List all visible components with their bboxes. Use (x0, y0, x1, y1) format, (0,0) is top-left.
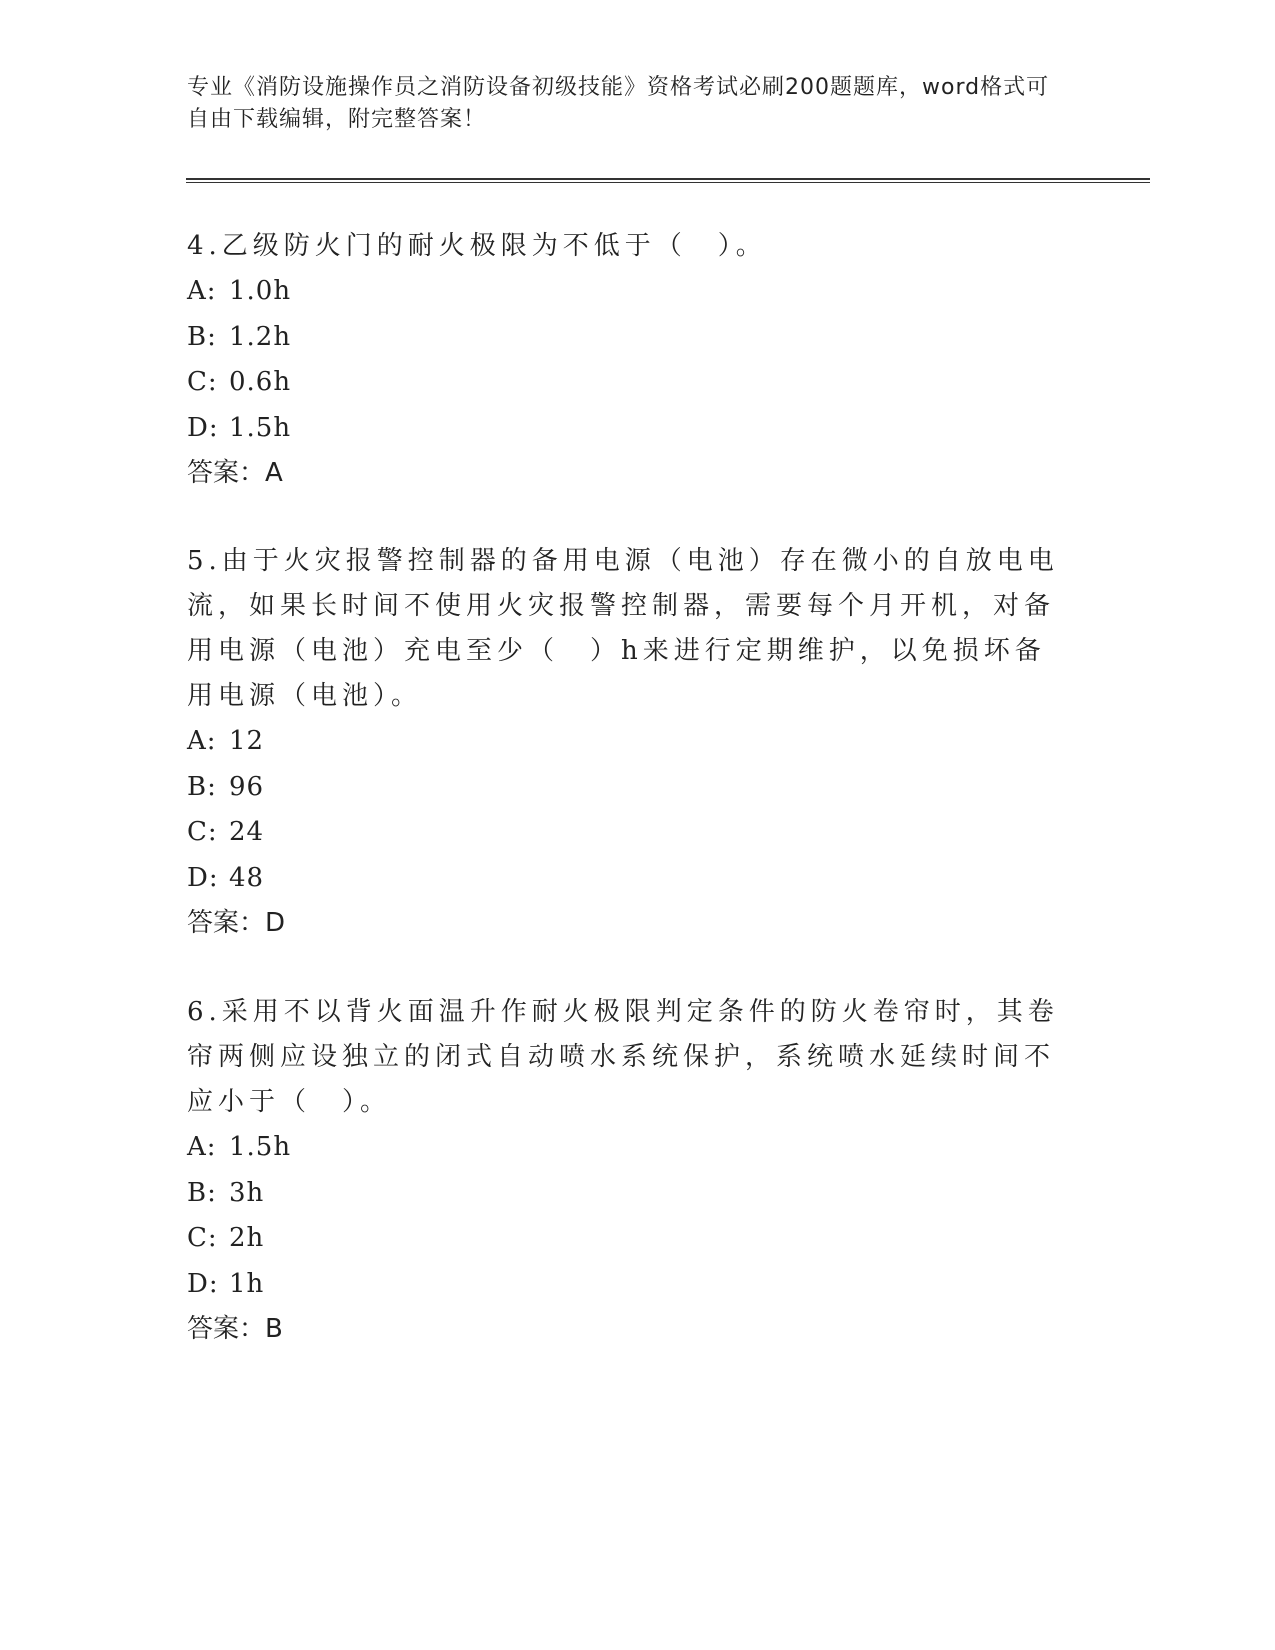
option-text: 12 (229, 726, 265, 756)
question-option-b (187, 1171, 1067, 1217)
question-option-d (187, 1262, 1067, 1308)
document-header-title: 专业《消防设施操作员之消防设备初级技能》资格考试必刷200题题库，word格式可自由下载编辑，附完整答案！ (187, 75, 1050, 132)
option-key: C: (187, 367, 218, 397)
question-option-d (187, 406, 1067, 452)
question-option-a (187, 269, 1067, 315)
option-key: A: (187, 276, 217, 306)
header-divider-line-thin (186, 182, 1150, 183)
option-text: 2h (229, 1223, 265, 1253)
option-text: 1.0h (229, 276, 292, 306)
question-stem: 4.乙级防火门的耐火极限为不低于（ ）。 (187, 231, 767, 261)
option-key: A: (187, 726, 217, 756)
option-key: D: (187, 862, 219, 893)
question-block-5 (187, 539, 1067, 946)
question-answer: 答案：A (187, 458, 283, 488)
question-option-a (187, 1125, 1067, 1171)
option-text: 3h (229, 1177, 265, 1208)
header-divider-line (186, 178, 1150, 180)
option-key: A: (187, 1132, 217, 1162)
option-text: 24 (229, 817, 265, 847)
question-answer: 答案：D (187, 908, 286, 938)
question-stem: 5.由于火灾报警控制器的备用电源（电池）存在微小的自放电电流，如果长时间不使用火灾报警控制器，需要每个月开机，对备用电源（电池）充电至少（ ）h来进行定期维护，以免损坏备用电源（电池）。 (187, 546, 1059, 711)
question-option-a (187, 719, 1067, 765)
option-key: D: (187, 412, 219, 443)
question-option-c (187, 810, 1067, 856)
option-text: 48 (229, 862, 265, 893)
option-text: 1.5h (229, 1132, 292, 1162)
question-option-d (187, 856, 1067, 902)
question-block-4 (187, 224, 1067, 496)
question-option-b (187, 765, 1067, 811)
option-key: D: (187, 1268, 219, 1299)
option-text: 96 (229, 771, 265, 802)
option-key: C: (187, 1223, 218, 1253)
option-key: B: (187, 771, 217, 802)
question-option-b (187, 315, 1067, 361)
option-text: 1.5h (229, 412, 292, 443)
option-text: 1h (229, 1268, 265, 1299)
option-key: B: (187, 1177, 217, 1208)
option-text: 1.2h (229, 321, 292, 352)
question-option-c (187, 360, 1067, 406)
question-stem: 6.采用不以背火面温升作耐火极限判定条件的防火卷帘时，其卷帘两侧应设独立的闭式自动喷水系统保护，系统喷水延续时间不应小于（ ）。 (187, 997, 1059, 1117)
option-text: 0.6h (229, 367, 292, 397)
option-key: B: (187, 321, 217, 352)
question-block-6 (187, 990, 1067, 1352)
option-key: C: (187, 817, 218, 847)
question-answer: 答案：B (187, 1314, 283, 1344)
question-option-c (187, 1216, 1067, 1262)
